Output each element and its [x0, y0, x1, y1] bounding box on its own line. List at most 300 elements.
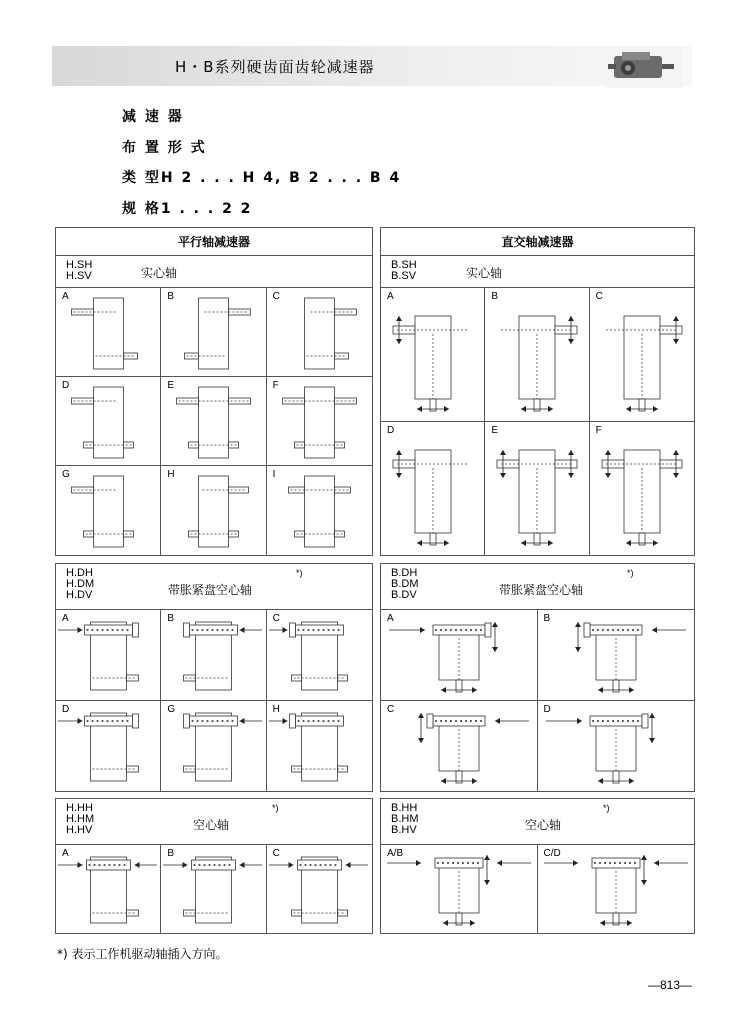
gearbox-housing [199, 476, 229, 547]
hub-bolt [217, 629, 219, 631]
hub-bolt [598, 862, 600, 864]
arrangement-cell [267, 701, 372, 792]
arrangement-cell [538, 845, 695, 933]
hub-bolt [608, 862, 610, 864]
solid-shaft [229, 309, 251, 315]
arrow-head [673, 473, 679, 478]
hub-bolt [314, 864, 316, 866]
solid-shaft [189, 442, 199, 448]
hub-bolt [591, 719, 593, 721]
hub-bolt [86, 719, 88, 721]
hub-bolt [116, 629, 118, 631]
hub-bolt [121, 719, 123, 721]
arrow-head [673, 339, 679, 344]
arrow-head [444, 540, 449, 546]
gearbox-thumbnail-image [606, 46, 682, 88]
hub-bolt [98, 864, 100, 866]
hub-bolt [222, 629, 224, 631]
hub-bolt [121, 629, 123, 631]
hub-bolt [447, 862, 449, 864]
type-code: B.HM [391, 813, 419, 825]
arrow-head [282, 718, 287, 724]
type-code: B.DM [391, 578, 419, 590]
hub-bolt [472, 862, 474, 864]
arrow-head [282, 627, 287, 633]
hub-bolt [606, 629, 608, 631]
type-code: B.SV [391, 270, 417, 282]
solid-shaft [497, 460, 519, 468]
arrangement-schematic [161, 610, 266, 700]
section-b-solid [380, 227, 695, 556]
arrangement-cell [267, 377, 372, 466]
hub-bolt [435, 719, 437, 721]
hub-bolt [626, 719, 628, 721]
meta-line-3: 类 型H 2 . . . H 4, B 2 . . . B 4 [122, 170, 402, 186]
hub-bolt [116, 719, 118, 721]
arrangement-label: G [167, 703, 176, 715]
arrangement-schematic [161, 701, 266, 791]
arrangement-schematic [381, 701, 537, 791]
gearbox-housing [304, 298, 334, 369]
type-code: B.HV [391, 824, 417, 836]
hub-bolt [455, 719, 457, 721]
type-code: B.HH [391, 802, 418, 814]
hub-bolt [445, 719, 447, 721]
arrow-head [598, 778, 603, 784]
arrangement-cell [161, 845, 266, 933]
hub-bolt [611, 629, 613, 631]
section-h-solid [55, 227, 373, 556]
hub-bolt [462, 862, 464, 864]
solid-shaft [334, 442, 344, 448]
arrow-head [240, 627, 245, 633]
solid-shaft [291, 766, 301, 772]
arrangement-label: A [62, 848, 69, 859]
hub-bolt [435, 629, 437, 631]
arrow-head [396, 473, 402, 478]
arrow-head [396, 316, 402, 321]
arrangement-label: F [272, 380, 279, 391]
arrangement-schematic [381, 288, 485, 421]
arrow-head [573, 860, 578, 866]
arrow-head [78, 718, 83, 724]
arrow-head [673, 450, 679, 455]
hub-bolt [207, 719, 209, 721]
shaft-type-label: 实心轴 [466, 266, 503, 280]
shaft-type-label: 带胀紧盘空心轴 [168, 583, 253, 597]
shrink-disc [427, 714, 433, 728]
hub-bolt [91, 629, 93, 631]
arrangement-schematic [267, 377, 372, 466]
arrangement-cell [56, 466, 161, 555]
meta-line-4: 规 格1 . . . 2 2 [122, 201, 253, 217]
shrink-disc [289, 714, 295, 728]
hub-bolt [108, 864, 110, 866]
gearbox-housing [304, 387, 334, 458]
hub-bolt [337, 629, 339, 631]
arrow-head [500, 473, 506, 478]
arrow-head [288, 862, 293, 868]
arrow-head [484, 880, 490, 885]
hub-bolt [618, 862, 620, 864]
hub-bolt [322, 719, 324, 721]
arrangement-label: C [595, 291, 603, 302]
type-codes [66, 803, 94, 836]
hub-bolt [199, 864, 201, 866]
hub-bolt [596, 719, 598, 721]
type-code: H.DH [66, 567, 93, 579]
hub-bolt [194, 864, 196, 866]
hub-bolt [455, 629, 457, 631]
hub-bolt [224, 864, 226, 866]
arrow-head [605, 473, 611, 478]
arrangement-label: B [167, 848, 174, 859]
hub-bolt [337, 719, 339, 721]
arrangement-schematic [161, 377, 266, 466]
hub-bolt [96, 719, 98, 721]
arrangement-label: A [62, 291, 69, 302]
gearbox-housing [199, 387, 229, 458]
hub-bolt [297, 629, 299, 631]
arrow-head [629, 687, 634, 693]
hub-bolt [202, 719, 204, 721]
hub-bolt [467, 862, 469, 864]
arrangement-schematic [56, 288, 161, 377]
hub-bolt [327, 629, 329, 631]
type-codes [391, 803, 419, 836]
arrangement-schematic [267, 701, 372, 791]
hub-bolt [633, 862, 635, 864]
gearbox-housing [199, 298, 229, 369]
solid-shaft [334, 309, 356, 315]
arrangement-cell [267, 288, 372, 377]
type-code: B.SH [391, 259, 417, 271]
arrow-head [183, 862, 188, 868]
hub-bolt [212, 629, 214, 631]
hub-bolt [312, 719, 314, 721]
arrow-head [521, 540, 526, 546]
shrink-disc [584, 623, 590, 637]
arrow-head [548, 406, 553, 412]
solid-shaft [124, 442, 134, 448]
arrangement-schematic [56, 377, 161, 466]
arrangement-label: G [62, 469, 70, 480]
arrangement-label: C/D [543, 848, 561, 859]
arrow-head [649, 713, 655, 718]
hub-bolt [101, 719, 103, 721]
hub-bolt [204, 864, 206, 866]
hub-bolt [452, 862, 454, 864]
hub-bolt [202, 629, 204, 631]
hub-bolt [480, 629, 482, 631]
hub-bolt [307, 719, 309, 721]
hub-bolt [593, 862, 595, 864]
hub-bolt [611, 719, 613, 721]
arrangement-schematic [267, 466, 372, 555]
type-codes [66, 260, 92, 282]
arrangement-cell [56, 288, 161, 377]
hub-bolt [217, 719, 219, 721]
shaft-type-label: 带胀紧盘空心轴 [499, 583, 584, 597]
arrangement-cell [538, 610, 695, 701]
solid-shaft [334, 353, 348, 359]
arrow-head [641, 855, 647, 860]
hub-bolt [222, 719, 224, 721]
arrow-head [575, 647, 581, 652]
shaft-type-label: 实心轴 [141, 266, 178, 280]
meta-line-2: 布 置 形 式 [122, 140, 207, 156]
arrow-head [417, 406, 422, 412]
type-code: B.DV [391, 589, 417, 601]
section-b-hollow [380, 798, 695, 934]
hub-bolt [465, 629, 467, 631]
hub-bolt [327, 719, 329, 721]
hub-bolt [626, 629, 628, 631]
type-codes [391, 260, 417, 282]
page-number: —813— [648, 978, 693, 992]
solid-shaft [294, 531, 304, 537]
arrow-head [653, 540, 658, 546]
arrow-head [470, 920, 475, 926]
hub-bolt [457, 862, 459, 864]
arrow-head [418, 738, 424, 743]
hub-bolt [450, 719, 452, 721]
arrangement-cell [381, 845, 538, 933]
hub-bolt [601, 629, 603, 631]
hub-bolt [93, 864, 95, 866]
arrangement-cell [538, 701, 695, 792]
shrink-disc [184, 623, 190, 637]
insertion-note-mark: *) [603, 803, 610, 813]
arrow-head [492, 647, 498, 652]
arrangement-label: C [387, 703, 395, 715]
hub-bolt [440, 719, 442, 721]
arrangement-cell [267, 610, 372, 701]
type-code: H.DV [66, 589, 93, 601]
arrangement-label: F [595, 424, 602, 436]
solid-shaft [291, 675, 301, 681]
solid-shaft [124, 531, 134, 537]
solid-shaft [229, 531, 239, 537]
hub-bolt [197, 629, 199, 631]
hub-bolt [304, 864, 306, 866]
arrow-head [521, 406, 526, 412]
shrink-disc [289, 623, 295, 637]
arrangement-schematic [161, 845, 266, 933]
hub-bolt [118, 864, 120, 866]
arrangement-label: C [272, 848, 280, 859]
hub-bolt [214, 864, 216, 866]
hub-bolt [470, 719, 472, 721]
hub-bolt [603, 862, 605, 864]
hub-bolt [106, 629, 108, 631]
solid-shaft [124, 353, 138, 359]
hub-bolt [302, 719, 304, 721]
arrow-head [484, 855, 490, 860]
hub-bolt [322, 629, 324, 631]
arrangement-label: D [62, 703, 70, 715]
arrow-head [472, 687, 477, 693]
arrangement-label: I [272, 469, 276, 480]
hub-bolt [324, 864, 326, 866]
hub-bolt [299, 864, 301, 866]
hub-bolt [636, 629, 638, 631]
arrangement-cell [161, 610, 266, 701]
arrow-head [598, 687, 603, 693]
solid-shaft [84, 531, 94, 537]
arrow-head [492, 622, 498, 627]
arrangement-cell [485, 422, 589, 556]
arrow-head [441, 687, 446, 693]
arrangement-label: C [272, 613, 280, 624]
arrangement-schematic [381, 610, 537, 700]
arrow-head [626, 540, 631, 546]
hub-bolt [477, 862, 479, 864]
insertion-note-mark: *) [627, 568, 634, 578]
section-h-shrink-disc [55, 563, 373, 792]
hub-bolt [192, 719, 194, 721]
arrow-head [629, 778, 634, 784]
type-code: H.HM [66, 813, 95, 825]
hub-bolt [219, 864, 221, 866]
hub-bolt [317, 719, 319, 721]
section-header: 直交轴减速器 [381, 228, 694, 256]
hub-bolt [606, 719, 608, 721]
hub-bolt [197, 719, 199, 721]
shrink-disc [642, 714, 648, 728]
hub-bolt [442, 862, 444, 864]
hub-bolt [334, 864, 336, 866]
arrangement-schematic [590, 288, 694, 421]
solid-shaft [393, 326, 415, 334]
type-code: H.HH [66, 802, 93, 814]
arrangement-cell [267, 845, 372, 933]
hub-bolt [319, 864, 321, 866]
arrangement-schematic [485, 422, 589, 555]
type-codes [66, 568, 94, 601]
arrangement-label: H [167, 469, 175, 480]
arrow-head [626, 406, 631, 412]
arrangement-schematic [538, 701, 694, 791]
hub-bolt [601, 719, 603, 721]
arrangement-label: A [387, 613, 394, 624]
arrow-head [575, 622, 581, 627]
hub-bolt [460, 629, 462, 631]
shrink-disc [133, 623, 139, 637]
hub-bolt [111, 719, 113, 721]
arrangement-cell [56, 377, 161, 466]
hub-bolt [86, 629, 88, 631]
hub-bolt [616, 719, 618, 721]
hub-bolt [317, 629, 319, 631]
solid-shaft [84, 442, 94, 448]
arrangement-cell [56, 610, 161, 701]
hub-bolt [126, 629, 128, 631]
arrow-head [568, 339, 574, 344]
hub-bolt [616, 629, 618, 631]
arrow-head [444, 406, 449, 412]
insertion-note-mark: *) [272, 803, 279, 813]
arrow-head [396, 339, 402, 344]
hub-bolt [88, 864, 90, 866]
arrangement-label: H [272, 703, 280, 715]
hub-bolt [470, 629, 472, 631]
arrangement-schematic [381, 422, 485, 555]
hub-bolt [232, 629, 234, 631]
arrangement-cell [381, 701, 538, 792]
hub-bolt [450, 629, 452, 631]
arrangement-label: B [167, 291, 174, 302]
hub-bolt [227, 629, 229, 631]
arrangement-cell [590, 422, 694, 556]
shrink-disc [133, 714, 139, 728]
section-h-hollow [55, 798, 373, 934]
arrangement-label: D [543, 703, 551, 715]
hub-bolt [113, 864, 115, 866]
arrangement-schematic [56, 701, 161, 791]
type-code: H.DM [66, 578, 95, 590]
hub-bolt [103, 864, 105, 866]
gearbox-housing [304, 476, 334, 547]
arrangement-schematic [56, 845, 161, 933]
hub-bolt [631, 719, 633, 721]
arrangement-label: B [491, 291, 498, 302]
hub-bolt [126, 719, 128, 721]
arrangement-cell [161, 377, 266, 466]
arrow-head [654, 860, 659, 866]
arrangement-schematic [161, 288, 266, 377]
hub-bolt [621, 719, 623, 721]
hub-bolt [475, 629, 477, 631]
arrangement-cell [381, 288, 485, 422]
hub-bolt [309, 864, 311, 866]
hub-bolt [437, 862, 439, 864]
hub-bolt [636, 719, 638, 721]
shaft-type-label: 空心轴 [525, 818, 562, 832]
hub-bolt [628, 862, 630, 864]
hub-bolt [209, 864, 211, 866]
type-code: H.HV [66, 824, 93, 836]
arrow-head [443, 920, 448, 926]
hub-bolt [229, 864, 231, 866]
arrangement-schematic [267, 288, 372, 377]
arrangement-cell [161, 466, 266, 555]
hub-bolt [332, 629, 334, 631]
arrow-head [500, 450, 506, 455]
arrow-head [135, 862, 140, 868]
arrow-head [548, 540, 553, 546]
shaft-type-label: 空心轴 [193, 818, 230, 832]
solid-shaft [291, 910, 301, 916]
meta-line-1: 减 速 器 [122, 109, 184, 125]
arrow-head [240, 862, 245, 868]
solid-shaft [229, 442, 239, 448]
hub-bolt [445, 629, 447, 631]
hub-bolt [212, 719, 214, 721]
arrangement-schematic [161, 466, 266, 555]
gearbox-housing [94, 387, 124, 458]
hub-bolt [227, 719, 229, 721]
arrow-head [605, 450, 611, 455]
hub-bolt [96, 629, 98, 631]
arrow-head [418, 713, 424, 718]
arrangement-label: A/B [387, 848, 404, 859]
arrangement-schematic [485, 288, 589, 421]
solid-shaft [602, 460, 624, 468]
hub-bolt [596, 629, 598, 631]
arrangement-label: E [491, 424, 498, 436]
arrangement-schematic [381, 845, 537, 933]
